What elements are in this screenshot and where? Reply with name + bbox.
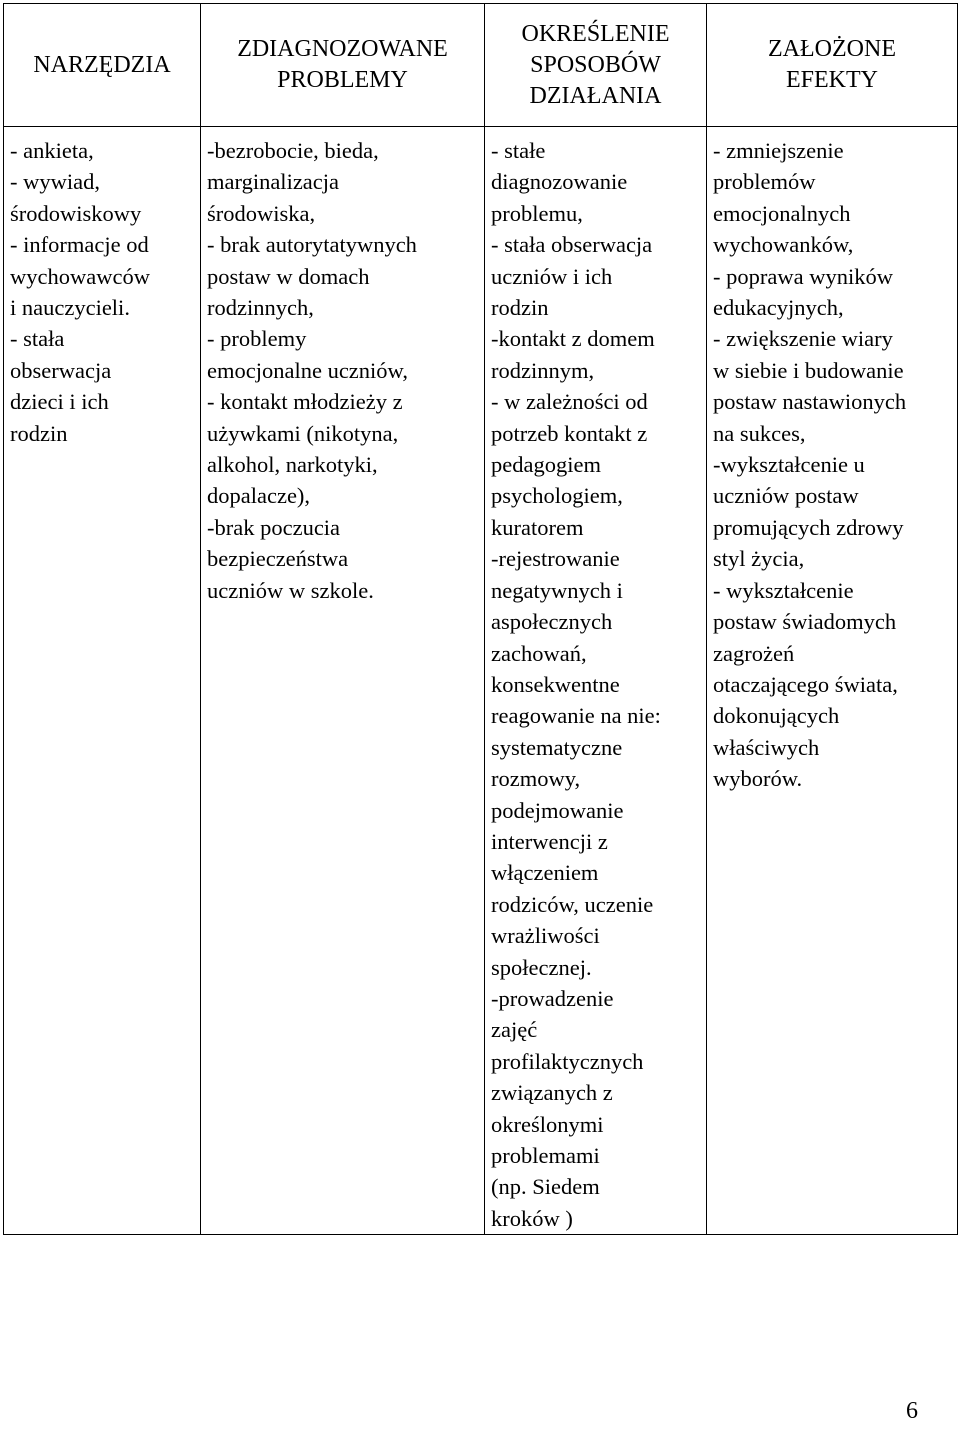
cell-zdiagnozowane-problemy bbox=[201, 127, 485, 1235]
text-line: rodzin bbox=[10, 420, 68, 446]
text-line: bezpieczeństwa bbox=[207, 546, 349, 572]
text-line: -rejestrowanie bbox=[491, 546, 620, 572]
text-line: właściwych bbox=[713, 734, 820, 760]
text-line: psychologiem, bbox=[491, 483, 623, 509]
text-line: -bezrobocie, bieda, bbox=[207, 138, 379, 163]
text-line: - problemy bbox=[207, 326, 307, 352]
text-line: - ankieta, bbox=[10, 138, 94, 163]
text-line: NARZĘDZIA bbox=[33, 51, 171, 78]
cell-okreslenie-sposobow-dzialania bbox=[485, 127, 707, 1235]
text-line: wrażliwości bbox=[491, 923, 600, 949]
text-line: PROBLEMY bbox=[277, 67, 408, 93]
text-line: określonymi bbox=[491, 1111, 604, 1137]
text-line: marginalizacja bbox=[207, 169, 340, 195]
text-line: - poprawa wyników bbox=[713, 263, 893, 289]
text-line: interwencji z bbox=[491, 828, 608, 854]
text-line: diagnozowanie bbox=[491, 169, 628, 195]
text-line: uczniów postaw bbox=[713, 483, 859, 509]
text-line: zajęć bbox=[491, 1017, 538, 1043]
text-line: rozmowy, bbox=[491, 766, 581, 792]
text-line: uczniów i ich bbox=[491, 263, 613, 289]
text-line: rodzin bbox=[491, 295, 549, 321]
text-line: rodzinnych, bbox=[207, 295, 314, 321]
text-line: - zmniejszenie bbox=[713, 138, 844, 163]
text-line: pedagogiem bbox=[491, 452, 601, 478]
text-line: obserwacja bbox=[10, 357, 112, 383]
text-line: -brak poczucia bbox=[207, 514, 341, 540]
text-line: środowiskowy bbox=[10, 200, 142, 226]
text-line: na sukces, bbox=[713, 420, 806, 446]
text-line: kroków ) bbox=[491, 1205, 573, 1231]
text-line: styl życia, bbox=[713, 546, 805, 572]
text-line: w siebie i budowanie bbox=[713, 357, 904, 383]
header-narzedzia bbox=[4, 4, 201, 127]
text-line: rodziców, uczenie bbox=[491, 891, 654, 917]
text-line: profilaktycznych bbox=[491, 1048, 644, 1074]
text-line: otaczającego świata, bbox=[713, 671, 898, 697]
page-number: 6 bbox=[906, 1398, 918, 1424]
text-line: potrzeb kontakt z bbox=[491, 420, 648, 446]
text-line: - w zależności od bbox=[491, 389, 648, 415]
text-line: dopalacze), bbox=[207, 483, 311, 509]
text-line: dzieci i ich bbox=[10, 389, 109, 415]
text-line: problemami bbox=[491, 1143, 600, 1168]
text-line: EFEKTY bbox=[786, 67, 878, 93]
text-line: dokonujących bbox=[713, 703, 840, 729]
text-line: emocjonalnych bbox=[713, 200, 851, 226]
header-okreslenie-sposobow-dzialania bbox=[485, 4, 707, 127]
text-line: wychowanków, bbox=[713, 232, 854, 258]
text-line: promujących zdrowy bbox=[713, 514, 904, 540]
text-line: edukacyjnych, bbox=[713, 295, 844, 321]
text-line: postaw nastawionych bbox=[713, 389, 907, 415]
text-line: emocjonalne uczniów, bbox=[207, 357, 408, 383]
text-line: (np. Siedem bbox=[491, 1174, 600, 1200]
text-line: - stała bbox=[10, 326, 65, 352]
text-line: -prowadzenie bbox=[491, 985, 614, 1011]
text-line: SPOSOBÓW bbox=[530, 51, 661, 78]
text-line: aspołecznych bbox=[491, 609, 613, 635]
text-line: społecznej. bbox=[491, 954, 592, 980]
text-line: OKREŚLENIE bbox=[521, 20, 670, 47]
text-line: podejmowanie bbox=[491, 797, 624, 823]
header-zdiagnozowane-problemy bbox=[201, 4, 485, 127]
text-line: zachowań, bbox=[491, 640, 587, 666]
text-line: - kontakt młodzieży z bbox=[207, 389, 403, 415]
text-line: alkohol, narkotyki, bbox=[207, 452, 378, 478]
text-line: negatywnych i bbox=[491, 577, 623, 603]
text-line: - wykształcenie bbox=[713, 577, 854, 603]
text-line: - informacje od bbox=[10, 232, 149, 258]
text-line: reagowanie na nie: bbox=[491, 703, 661, 729]
text-line: uczniów w szkole. bbox=[207, 577, 374, 603]
text-line: środowiska, bbox=[207, 200, 316, 226]
header-zalozone-efekty bbox=[707, 4, 958, 127]
table-row bbox=[4, 127, 958, 1235]
text-line: - wywiad, bbox=[10, 169, 100, 195]
text-line: konsekwentne bbox=[491, 671, 620, 697]
text-line: - stałe bbox=[491, 138, 546, 163]
cell-zalozone-efekty bbox=[707, 127, 958, 1235]
cell-narzedzia bbox=[4, 127, 201, 1235]
text-line: postaw w domach bbox=[207, 263, 370, 289]
plan-table bbox=[3, 3, 958, 1235]
text-line: - zwiększenie wiary bbox=[713, 326, 893, 352]
text-line: używkami (nikotyna, bbox=[207, 420, 399, 446]
text-line: -kontakt z domem bbox=[491, 326, 655, 352]
text-line: - stała obserwacja bbox=[491, 232, 653, 258]
text-line: systematyczne bbox=[491, 734, 623, 760]
text-line: rodzinnym, bbox=[491, 357, 595, 383]
text-line: wyborów. bbox=[713, 766, 803, 792]
text-line: postaw świadomych bbox=[713, 609, 897, 635]
text-line: związanych z bbox=[491, 1080, 613, 1106]
text-line: -wykształcenie u bbox=[713, 452, 865, 478]
text-line: - brak autorytatywnych bbox=[207, 232, 417, 258]
text-line: DZIAŁANIA bbox=[529, 82, 662, 109]
text-line: ZDIAGNOZOWANE bbox=[237, 36, 448, 62]
text-line: wychowawców bbox=[10, 263, 150, 289]
header-row bbox=[4, 4, 958, 127]
text-line: ZAŁOŻONE bbox=[768, 36, 896, 62]
text-line: problemów bbox=[713, 169, 816, 195]
text-line: włączeniem bbox=[491, 860, 599, 886]
text-line: problemu, bbox=[491, 200, 583, 226]
text-line: kuratorem bbox=[491, 514, 584, 540]
text-line: zagrożeń bbox=[713, 640, 795, 666]
text-line: i nauczycieli. bbox=[10, 295, 130, 321]
